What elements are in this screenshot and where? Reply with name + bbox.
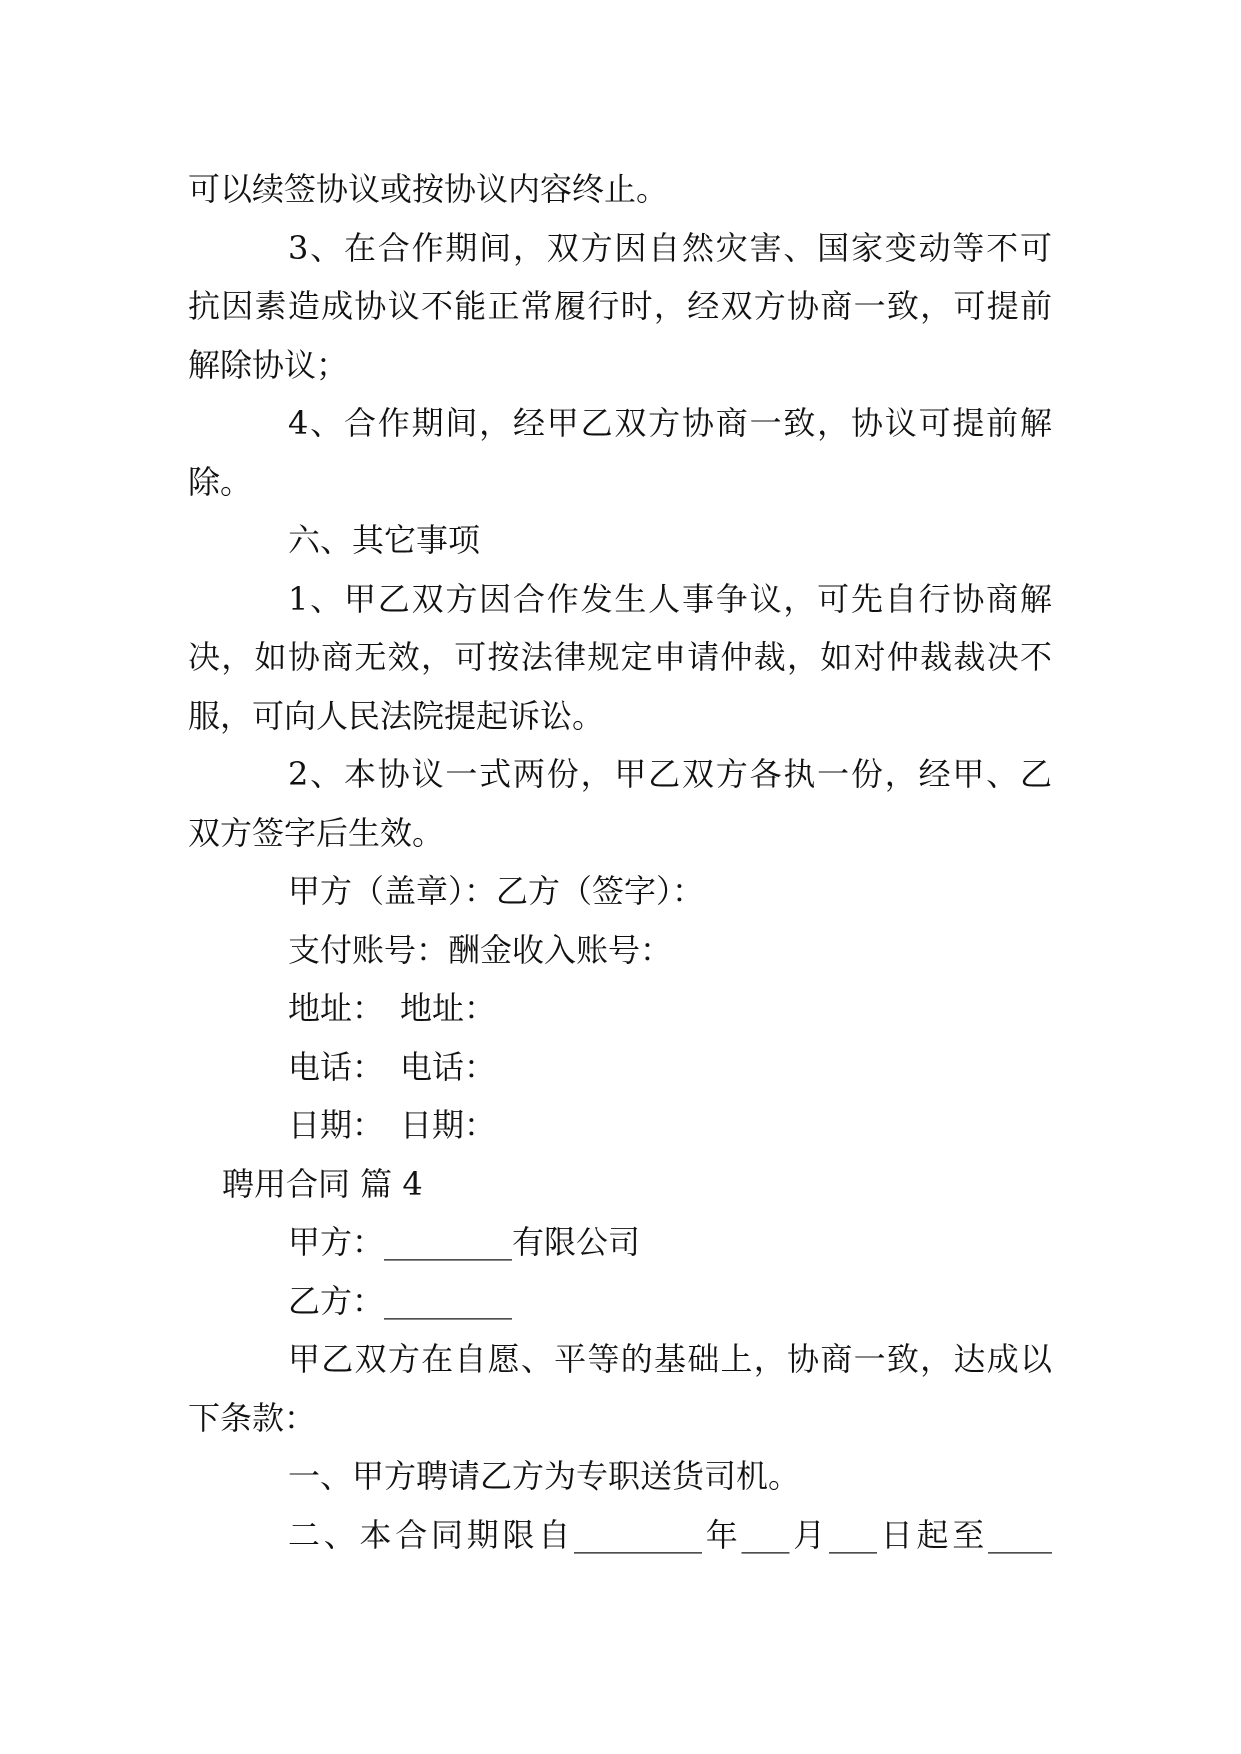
text-line: 2、本协议一式两份，甲乙双方各执一份，经甲、乙 [288, 755, 1052, 793]
text-line: 抗因素造成协议不能正常履行时，经双方协商一致，可提前 [188, 287, 1052, 325]
text-line: 解除协议； [188, 345, 349, 384]
phone-line: 电话： 电话： [288, 1047, 497, 1086]
text-line: 1、甲乙双方因合作发生人事争议，可先自行协商解 [288, 579, 1052, 618]
date-line: 日期： 日期： [288, 1106, 497, 1144]
text-line: 服，可向人民法院提起诉讼。 [188, 696, 605, 735]
text-line: 双方签字后生效。 [188, 813, 445, 852]
text-line: 3、在合作期间，双方因自然灾害、国家变动等不可 [288, 228, 1052, 267]
account-line: 支付账号：酬金收入账号： [288, 930, 673, 969]
contract-title: 聘用合同 篇 4 [222, 1164, 423, 1203]
text-line: 决，如协商无效，可按法律规定申请仲裁，如对仲裁裁决不 [188, 638, 1052, 676]
clause-line: 一、甲方聘请乙方为专职送货司机。 [288, 1457, 801, 1495]
text-line: 可以续签协议或按协议内容终止。 [188, 170, 669, 208]
text-line: 除。 [188, 462, 253, 501]
clause-line: 二、本合同期限自________年___月___日起至____ [288, 1515, 1052, 1554]
party-a-line: 甲方：________有限公司 [288, 1223, 641, 1261]
text-line: 4、合作期间，经甲乙双方协商一致，协议可提前解 [288, 404, 1052, 442]
text-line: 甲乙双方在自愿、平等的基础上，协商一致，达成以 [288, 1340, 1052, 1378]
signature-line: 甲方（盖章）：乙方（签字）： [288, 872, 705, 910]
text-line: 下条款： [188, 1398, 317, 1437]
section-heading: 六、其它事项 [288, 521, 481, 559]
party-b-line: 乙方：________ [288, 1281, 513, 1320]
document-body [188, 160, 1052, 1564]
address-line: 地址： 地址： [288, 989, 497, 1027]
